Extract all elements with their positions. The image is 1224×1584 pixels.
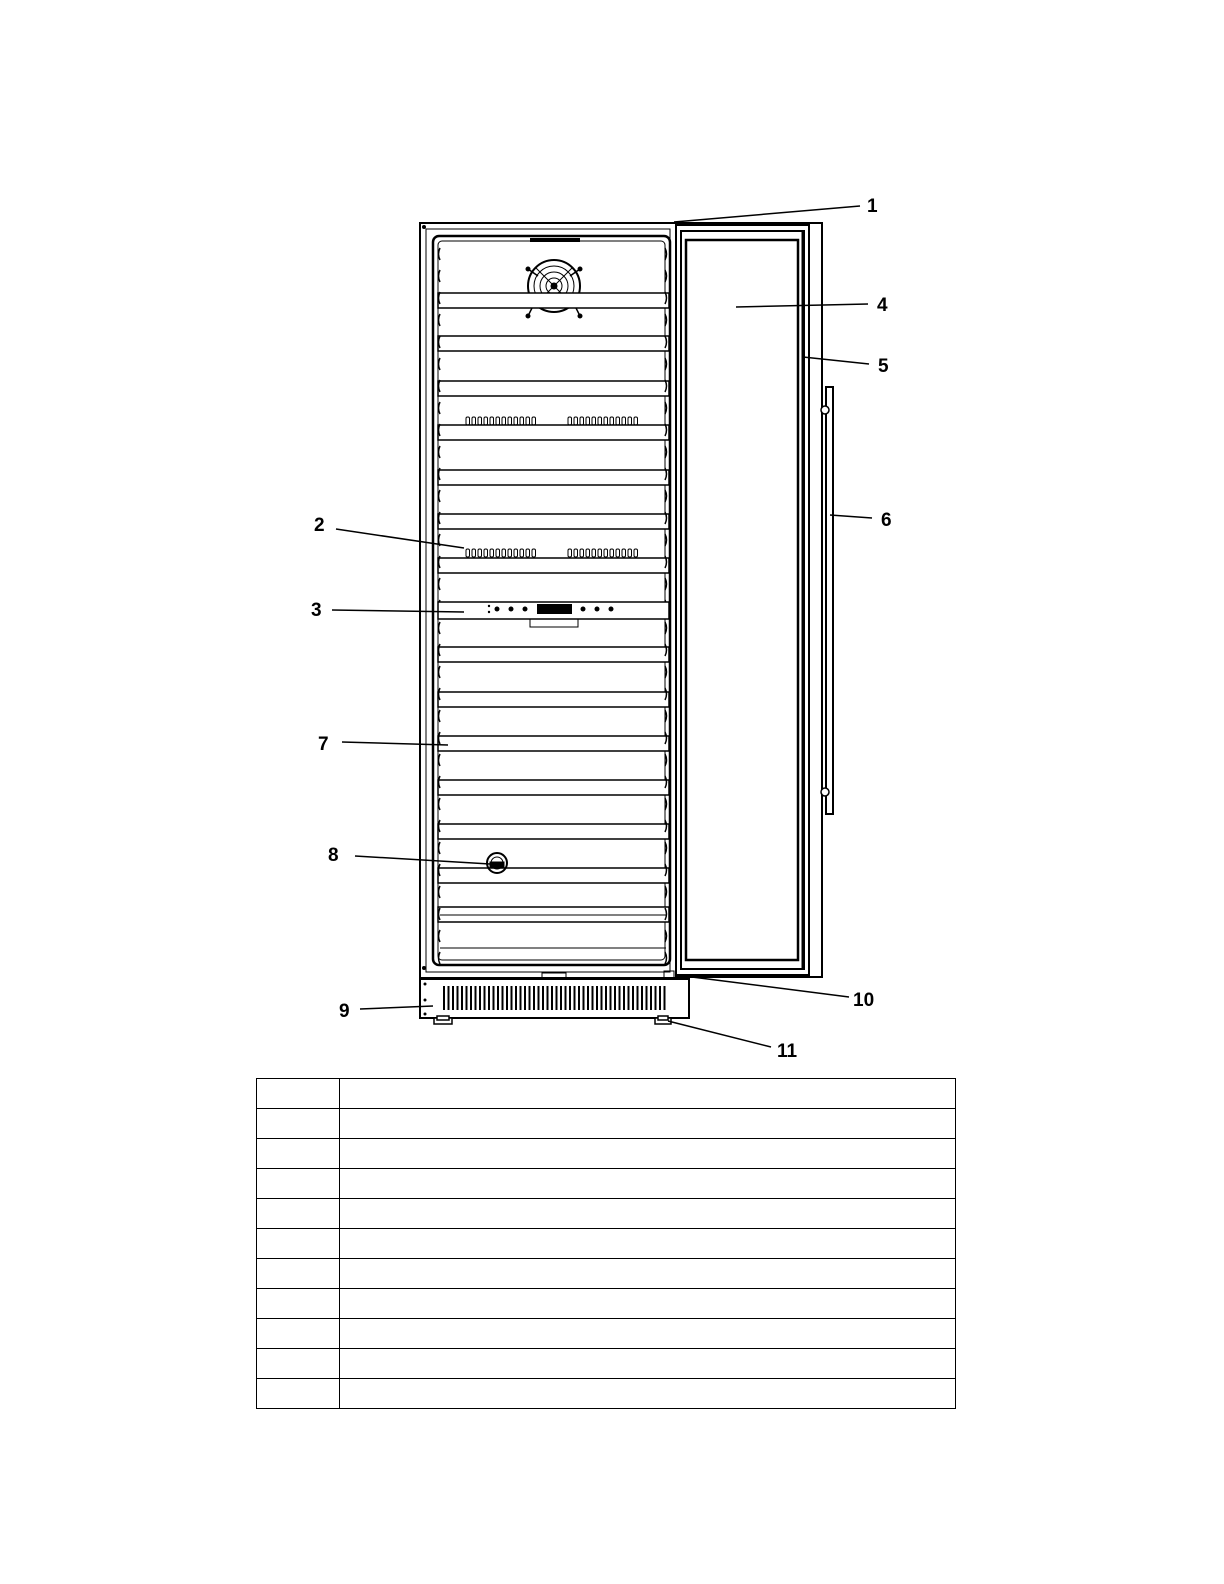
leader-line-10 xyxy=(684,976,849,997)
wine-shelf xyxy=(438,293,669,308)
callout-3: 3 xyxy=(311,600,322,621)
leader-line-11 xyxy=(668,1021,771,1047)
callout-7: 7 xyxy=(318,734,329,755)
table-row xyxy=(257,1259,956,1289)
wine-shelf xyxy=(438,824,669,839)
parts-table xyxy=(256,1078,956,1409)
part-name-cell xyxy=(340,1379,956,1409)
table-row xyxy=(257,1169,956,1199)
part-name-cell xyxy=(340,1109,956,1139)
part-number-cell xyxy=(257,1229,340,1259)
wine-shelf xyxy=(438,647,669,662)
part-name-cell xyxy=(340,1229,956,1259)
part-number-cell xyxy=(257,1379,340,1409)
glass-door xyxy=(676,223,822,977)
wine-shelf xyxy=(438,780,669,795)
table-row xyxy=(257,1139,956,1169)
wine-shelf xyxy=(438,514,669,529)
leader-line-5 xyxy=(803,357,869,364)
part-number-cell xyxy=(257,1289,340,1319)
leader-line-6 xyxy=(830,515,872,518)
callout-10: 10 xyxy=(853,990,875,1011)
table-row xyxy=(257,1199,956,1229)
wine-shelf xyxy=(438,470,669,485)
callout-1: 1 xyxy=(867,196,878,217)
table-row xyxy=(257,1349,956,1379)
wine-shelf xyxy=(438,692,669,707)
callout-2: 2 xyxy=(314,515,325,536)
callout-5: 5 xyxy=(878,356,889,377)
callout-4: 4 xyxy=(877,295,888,316)
wine-shelf xyxy=(438,336,669,351)
part-name-cell xyxy=(340,1259,956,1289)
part-name-cell xyxy=(340,1169,956,1199)
wine-shelf xyxy=(438,381,669,396)
part-number-cell xyxy=(257,1199,340,1229)
part-name-cell xyxy=(340,1139,956,1169)
wine-shelf xyxy=(438,736,669,751)
part-name-cell xyxy=(340,1199,956,1229)
table-row xyxy=(257,1229,956,1259)
table-row xyxy=(257,1079,956,1109)
callout-11: 11 xyxy=(777,1041,798,1062)
wine-shelf xyxy=(438,425,669,440)
control-panel xyxy=(438,602,669,627)
part-number-cell xyxy=(257,1349,340,1379)
leader-line-2 xyxy=(336,529,464,548)
part-number-cell xyxy=(257,1079,340,1109)
wine-shelf xyxy=(438,558,669,573)
base-grille xyxy=(420,979,689,1018)
table-row xyxy=(257,1109,956,1139)
table-row xyxy=(257,1319,956,1349)
part-number-cell xyxy=(257,1259,340,1289)
part-name-cell xyxy=(340,1349,956,1379)
leader-line-1 xyxy=(674,206,860,222)
part-number-cell xyxy=(257,1139,340,1169)
callout-9: 9 xyxy=(339,1001,350,1022)
wine-shelf xyxy=(438,868,669,883)
part-number-cell xyxy=(257,1319,340,1349)
callout-6: 6 xyxy=(881,510,892,531)
part-number-cell xyxy=(257,1109,340,1139)
leader-line-8 xyxy=(355,856,490,864)
table-row xyxy=(257,1379,956,1409)
part-number-cell xyxy=(257,1169,340,1199)
part-name-cell xyxy=(340,1079,956,1109)
table-row xyxy=(257,1289,956,1319)
part-name-cell xyxy=(340,1319,956,1349)
callout-8: 8 xyxy=(328,845,339,866)
cabinet-bottom xyxy=(426,971,674,978)
part-name-cell xyxy=(340,1289,956,1319)
